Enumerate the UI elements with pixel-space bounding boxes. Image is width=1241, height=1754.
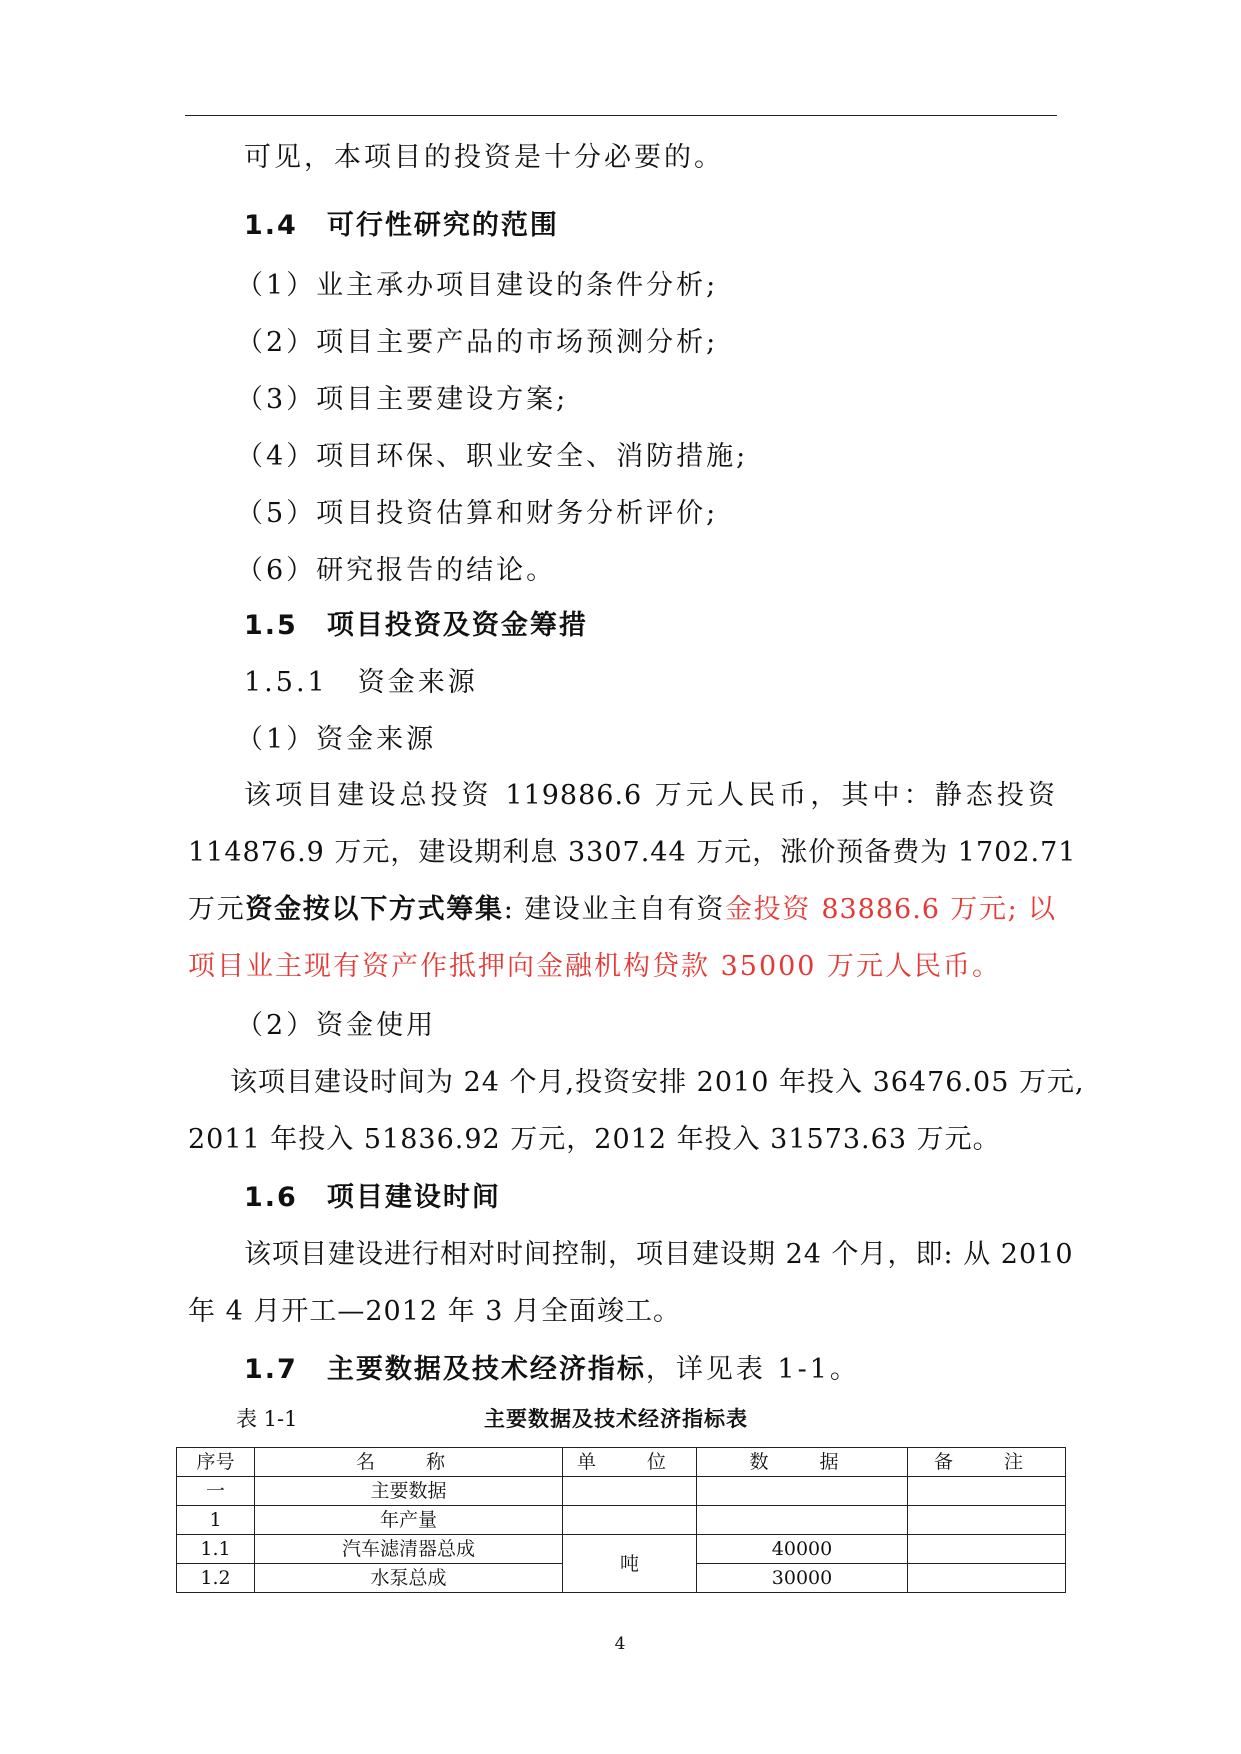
heading-1-5-1: 1.5.1 资金来源 — [244, 667, 478, 698]
funding-method-bold: 资金按以下方式筹集 — [245, 894, 504, 925]
table-row — [177, 1535, 1066, 1564]
paragraph-intro: 可见，本项目的投资是十分必要的。 — [244, 142, 724, 173]
table-caption-title: 主要数据及技术经济指标表 — [484, 1407, 748, 1431]
heading-1-6: 1.6 项目建设时间 — [244, 1182, 501, 1213]
cell-value: 30000 — [697, 1564, 908, 1593]
cell-name: 主要数据 — [255, 1477, 563, 1506]
heading-1-7 — [244, 1352, 860, 1388]
funding-line-1: 该项目建设总投资 119886.6 万元人民币，其中：静态投资 — [244, 780, 1056, 811]
cell-name: 年产量 — [255, 1506, 563, 1535]
cell-value: 40000 — [697, 1535, 908, 1564]
subheading-fund-use: （2）资金使用 — [236, 1010, 437, 1041]
cell-unit — [563, 1477, 697, 1506]
scope-item-1: （1）业主承办项目建设的条件分析; — [236, 270, 719, 301]
cell-no: 1.1 — [177, 1535, 255, 1564]
funding-line-3-red: 金投资 83886.6 万元; 以 — [724, 894, 1057, 925]
heading-1-5: 1.5 项目投资及资金筹措 — [244, 610, 588, 641]
header-no: 序号 — [177, 1448, 255, 1477]
cell-name: 汽车滤清器总成 — [255, 1535, 563, 1564]
cell-note — [908, 1477, 1066, 1506]
table-caption-number: 表 1-1 — [236, 1407, 298, 1431]
use-line-2: 2011 年投入 51836.92 万元，2012 年投入 31573.63 万元。 — [188, 1124, 1001, 1155]
scope-item-4: （4）项目环保、职业安全、消防措施; — [236, 441, 749, 472]
cell-no: 1 — [177, 1506, 255, 1535]
header-name: 名 称 — [255, 1448, 563, 1477]
funding-line-3-b: : 建设业主自有资 — [503, 894, 725, 925]
header-note: 备 注 — [908, 1448, 1066, 1477]
indicator-table — [176, 1447, 1066, 1593]
funding-line-3-a: 万元 — [188, 894, 246, 925]
funding-line-4: 项目业主现有资产作抵押向金融机构贷款 35000 万元人民币。 — [188, 951, 1002, 982]
scope-item-5: （5）项目投资估算和财务分析评价; — [236, 498, 719, 529]
time-line-2: 年 4 月开工—2012 年 3 月全面竣工。 — [188, 1296, 681, 1327]
cell-no: 一 — [177, 1477, 255, 1506]
table-header-row — [177, 1448, 1066, 1477]
header-value: 数 据 — [697, 1448, 908, 1477]
cell-unit — [563, 1506, 697, 1535]
heading-1-7-title: 1.7 主要数据及技术经济指标 — [244, 1354, 646, 1385]
table-row — [177, 1506, 1066, 1535]
subheading-funding-source: （1）资金来源 — [236, 724, 437, 755]
scope-item-2: （2）项目主要产品的市场预测分析; — [236, 327, 719, 358]
cell-value — [697, 1506, 908, 1535]
page-number: 4 — [614, 1634, 626, 1654]
cell-unit: 吨 — [563, 1535, 697, 1593]
use-line-1: 该项目建设时间为 24 个月,投资安排 2010 年投入 36476.05 万元, — [230, 1067, 1085, 1098]
heading-1-4: 1.4 可行性研究的范围 — [244, 210, 559, 241]
heading-1-7-tail: ，详见表 1-1。 — [645, 1354, 860, 1385]
funding-line-2: 114876.9 万元，建设期利息 3307.44 万元，涨价预备费为 1702.71 — [188, 837, 1077, 868]
time-line-1: 该项目建设进行相对时间控制，项目建设期 24 个月，即: 从 2010 — [244, 1239, 1074, 1270]
table-row — [177, 1477, 1066, 1506]
scope-item-6: （6）研究报告的结论。 — [236, 555, 557, 586]
cell-name: 水泵总成 — [255, 1564, 563, 1593]
funding-line-3 — [188, 892, 1056, 928]
cell-note — [908, 1506, 1066, 1535]
cell-value — [697, 1477, 908, 1506]
cell-note — [908, 1564, 1066, 1593]
scope-item-3: （3）项目主要建设方案; — [236, 384, 569, 415]
cell-no: 1.2 — [177, 1564, 255, 1593]
header-unit: 单 位 — [563, 1448, 697, 1477]
header-rule — [185, 115, 1057, 116]
cell-note — [908, 1535, 1066, 1564]
